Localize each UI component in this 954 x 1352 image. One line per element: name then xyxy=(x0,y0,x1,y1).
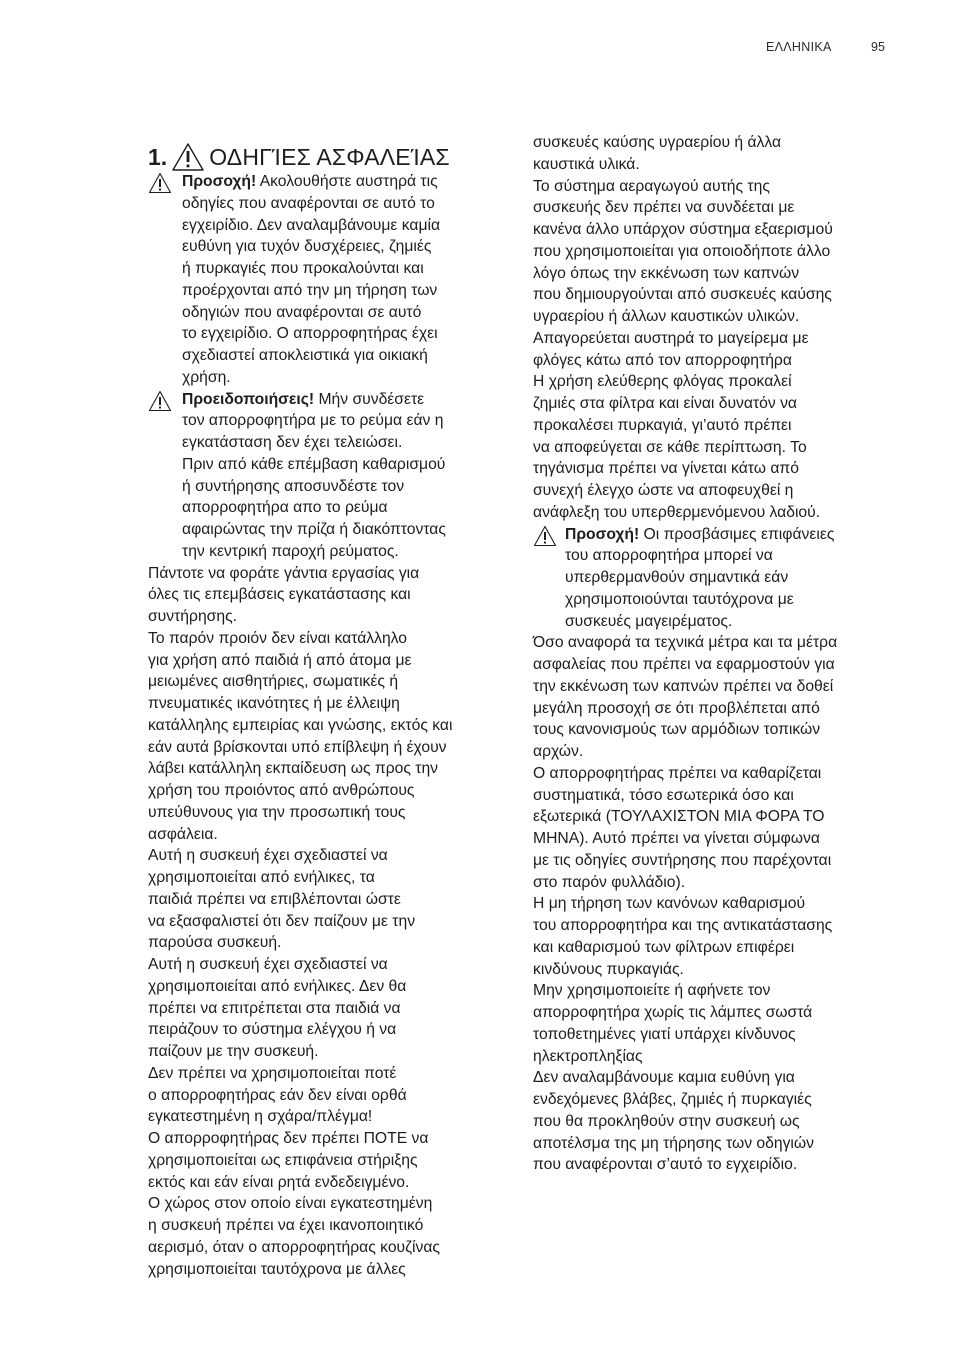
warning-line: Μήν συνδέσετε xyxy=(314,390,425,408)
text-line: πειράζουν το σύστημα ελέγχου ή να xyxy=(148,1021,397,1039)
text-line: λόγο όπως την εκκένωση των καπνών xyxy=(533,264,800,282)
text-line: απορροφητήρα χωρίς τις λάμπες σωστά xyxy=(533,1004,813,1021)
text-line: που αναφέρονται σ’αυτό το εγχειρίδιο. xyxy=(533,1156,798,1174)
text-line: Το σύστημα αεραγωγού αυτής της xyxy=(533,177,770,195)
text-line: παρούσα συσκευή. xyxy=(148,934,282,952)
text-line: Η μη τήρηση των κανόνων καθαρισμού xyxy=(533,895,806,913)
text-line: χρησιμοποιούνται ταυτόχρονα με xyxy=(565,590,794,608)
right-column xyxy=(533,132,893,1176)
text-line: συσκευής δεν πρέπει να συνδέεται με xyxy=(533,199,795,217)
text-line: χρησιμοποιείται ταυτόχρονα με άλλες xyxy=(148,1260,406,1278)
text-line: Αυτή η συσκευή έχει σχεδιαστεί να xyxy=(148,956,388,973)
text-line: την κεντρική παροχή ρεύματος. xyxy=(182,542,399,560)
text-line: τηγάνισμα πρέπει να γίνεται κάτω από xyxy=(533,460,799,478)
text-line: με τις οδηγίες συντήρησης που παρέχονται xyxy=(533,851,832,869)
text-line: συνεχή έλεγχο ώστε να αποφευχθεί η xyxy=(533,482,794,499)
warning-line: Ακολουθήστε αυστηρά τις xyxy=(256,173,438,190)
text-line: προέρχονται από την μη τήρηση των xyxy=(182,281,438,299)
text-line: υγραερίου ή άλλων καυστικών υλικών. xyxy=(533,308,800,325)
text-line: να αποφεύγεται σε κάθε περίπτωση. Το xyxy=(533,438,807,456)
warning-triangle-icon xyxy=(148,390,172,412)
text-line: ενδεχόμενες βλάβες, ζημιές ή πυρκαγιές xyxy=(533,1091,812,1108)
text-line: χρήση. xyxy=(182,368,231,386)
text-line: πρέπει να επιτρέπεται στα παιδιά να xyxy=(148,999,401,1017)
body-text xyxy=(148,563,508,1281)
body-text xyxy=(533,632,893,1176)
warning-first-line xyxy=(182,171,508,193)
warning-triangle-icon xyxy=(171,142,205,172)
text-line: οδηγίες που αναφέρονται σε αυτό το xyxy=(182,194,435,212)
warning-block-notice xyxy=(148,389,508,563)
text-line: Δεν αναλαμβάνουμε καμια ευθύνη για xyxy=(533,1069,795,1087)
text-line: εάν αυτά βρίσκονται υπό επίβλεψη ή έχουν xyxy=(148,738,447,756)
warning-line: Οι προσβάσιμες επιφάνειες xyxy=(639,525,835,543)
text-line: ηλεκτροπληξίας xyxy=(533,1047,643,1065)
text-line: καυστικά υλικά. xyxy=(533,155,640,173)
text-line: που θα προκληθούν στην συσκευή ως xyxy=(533,1112,800,1130)
text-line: κανένα άλλο υπάρχον σύστημα εξαερισμού xyxy=(533,221,833,238)
text-line: ΜΗΝΑ). Αυτό πρέπει να γίνεται σύμφωνα xyxy=(533,830,820,847)
text-line: Απαγορεύεται αυστηρά το μαγείρεμα με xyxy=(533,329,809,347)
text-line: τους κανονισμούς των αρμόδιων τοπικών xyxy=(533,721,821,739)
text-line: ο απορροφητήρας εάν δεν είναι ορθά xyxy=(148,1086,407,1104)
text-line: υπεύθυνους για την προσωπική τους xyxy=(148,803,406,821)
text-line: απορροφητήρα απο το ρεύμα xyxy=(182,499,388,517)
header-language: ΕΛΛΗΝΙΚΑ xyxy=(766,40,832,54)
text-line: λάβει κατάλληλη εκπαίδευση ως προς την xyxy=(148,760,439,778)
text-line: Δεν πρέπει να χρησιμοποιείται ποτέ xyxy=(148,1064,397,1082)
text-line: του απορροφητήρα μπορεί να xyxy=(565,547,773,565)
text-line: αερισμό, όταν ο απορροφητήρας κουζίνας xyxy=(148,1238,440,1256)
text-line: τον απορροφητήρα με το ρεύμα εάν η xyxy=(182,412,444,430)
text-line: Ο χώρος στον οποίο είναι εγκατεστημένη xyxy=(148,1195,433,1213)
text-line: χρησιμοποιείται ως επιφάνεια στήριξης xyxy=(148,1151,418,1169)
warning-label: Προσοχή! xyxy=(182,173,257,190)
text-line: που χρησιμοποιείται για οποιοδήποτε άλλο xyxy=(533,242,831,260)
text-line: Η χρήση ελεύθερης φλόγας προκαλεί xyxy=(533,373,792,391)
text-line: συστηματικά, τόσο εσωτερικά όσο και xyxy=(533,786,794,804)
text-line: Πριν από κάθε επέμβαση καθαρισμού xyxy=(182,455,446,473)
warning-block-hot-surfaces xyxy=(533,524,893,633)
text-line: υπερθερμανθούν σημαντικά εάν xyxy=(565,569,789,586)
text-line: ανάφλεξη του υπερθερμενόμενου λαδιού. xyxy=(533,503,821,521)
text-line: μειωμένες αισθητήριες, σωματικές ή xyxy=(148,673,399,691)
warning-first-line xyxy=(182,389,508,411)
text-line: οδηγιών που αναφέρονται σε αυτό xyxy=(182,303,422,321)
text-line: Το παρόν προιόν δεν είναι κατάλληλο xyxy=(148,629,408,647)
warning-label: Προσοχή! xyxy=(565,525,640,543)
text-line: στο παρόν φυλλάδιο). xyxy=(533,873,686,891)
text-line: χρήση του προιόντος από ανθρώπους xyxy=(148,782,415,799)
text-line: Αυτή η συσκευή έχει σχεδιαστεί να xyxy=(148,847,388,865)
warning-text xyxy=(533,524,893,633)
left-column xyxy=(148,171,508,1280)
warning-text xyxy=(148,389,508,563)
text-line: Όσο αναφορά τα τεχνικά μέτρα και τα μέτρα xyxy=(533,634,838,652)
text-line: χρησιμοποιείται από ενήλικες. Δεν θα xyxy=(148,977,407,995)
text-line: εξωτερικά (ΤΟΥΛΑΧΙΣΤΟΝ ΜΙΑ ΦΟΡΑ ΤΟ xyxy=(533,808,825,826)
text-line: κατάλληλης εμπειρίας και γνώσης, εκτός και xyxy=(148,716,453,734)
text-line: ζημιές στα φίλτρα και είναι δυνατόν να xyxy=(533,395,797,412)
section-number: 1. xyxy=(148,144,168,170)
text-line: συντήρησης. xyxy=(148,608,238,625)
warning-triangle-icon xyxy=(148,172,172,194)
text-line: ή συντήρησης αποσυνδέστε τον xyxy=(182,477,405,495)
warning-text xyxy=(148,171,508,389)
text-line: χρησιμοποιείται από ενήλικες, τα xyxy=(148,869,375,886)
text-line: Ο απορροφητήρας δεν πρέπει ΠΟΤΕ να xyxy=(148,1130,429,1147)
text-line: αρχών. xyxy=(533,743,584,760)
text-line: σχεδιαστεί αποκλειστικά για οικιακή xyxy=(182,347,428,364)
section-heading xyxy=(148,141,450,173)
text-line: συσκευές μαγειρέματος. xyxy=(565,612,733,630)
text-line: εγχειρίδιο. Δεν αναλαμβάνουμε καμία xyxy=(182,216,441,234)
text-line: η συσκευή πρέπει να έχει ικανοποιητικό xyxy=(148,1217,424,1234)
text-line: του απορροφητήρα και της αντικατάστασης xyxy=(533,917,833,934)
text-line: συσκευές καύσης υγραερίου ή άλλα xyxy=(533,134,782,151)
text-line: που δημιουργούνται από συσκευές καύσης xyxy=(533,286,832,304)
text-line: εγκατεστημένη η σχάρα/πλέγμα! xyxy=(148,1108,373,1126)
text-line: πνευματικές ικανότητες ή με έλλειψη xyxy=(148,695,400,712)
text-line: την εκκένωση των καπνών πρέπει να δοθεί xyxy=(533,677,834,695)
warning-triangle-icon xyxy=(533,525,557,547)
text-line: Πάντοτε να φοράτε γάντια εργασίας για xyxy=(148,564,420,582)
text-line: να εξασφαλιστεί ότι δεν παίζουν με την xyxy=(148,912,416,930)
text-line: Ο απορροφητήρας πρέπει να καθαρίζεται xyxy=(533,764,822,782)
section-title: ΟΔΗΓΊΕΣ ΑΣΦΑΛΕΊΑΣ xyxy=(209,144,450,170)
text-line: για χρήση από παιδιά ή από άτομα με xyxy=(148,651,412,669)
text-line: ευθύνη για τυχόν δυσχέρειες, ζημιές xyxy=(182,238,432,256)
warning-first-line xyxy=(565,524,893,546)
text-line: το εγχειρίδιο. Ο απορροφητήρας έχει xyxy=(182,325,438,343)
text-line: ασφαλείας που πρέπει να εφαρμοστούν για xyxy=(533,656,835,673)
text-line: αποτέλσμα της μη τήρησης των οδηγιών xyxy=(533,1134,815,1152)
text-line: φλόγες κάτω από τον απορροφητήρα xyxy=(533,351,792,369)
text-line: αφαιρώντας την πρίζα ή διακόπτοντας xyxy=(182,521,446,538)
text-line: όλες τις επεμβάσεις εγκατάστασης και xyxy=(148,586,411,604)
text-line: και καθαρισμού των φίλτρων επιφέρει xyxy=(533,938,795,956)
text-line: τοποθετημένες γιατί υπάρχει κίνδυνος xyxy=(533,1025,796,1043)
text-line: ή πυρκαγιές που προκαλούνται και xyxy=(182,260,424,277)
warning-label: Προειδοποιήσεις! xyxy=(182,390,315,408)
text-line: εγκατάσταση δεν έχει τελειώσει. xyxy=(182,434,403,451)
text-line: παίζουν με την συσκευή. xyxy=(148,1043,319,1060)
warning-block-caution xyxy=(148,171,508,389)
text-line: κινδύνους πυρκαγιάς. xyxy=(533,960,684,978)
text-line: παιδιά πρέπει να επιβλέπονται ώστε xyxy=(148,890,401,908)
page-number: 95 xyxy=(871,40,885,54)
text-line: Μην χρησιμοποιείτε ή αφήνετε τον xyxy=(533,982,771,1000)
text-line: μεγάλη προσοχή σε ότι προβλέπεται από xyxy=(533,699,820,717)
text-line: εκτός και εάν είναι ρητά ενδεδειγμένο. xyxy=(148,1173,410,1191)
text-line: προκαλέσει πυρκαγιά, γι’αυτό πρέπει xyxy=(533,416,792,434)
body-text xyxy=(533,132,893,524)
text-line: ασφάλεια. xyxy=(148,825,218,843)
